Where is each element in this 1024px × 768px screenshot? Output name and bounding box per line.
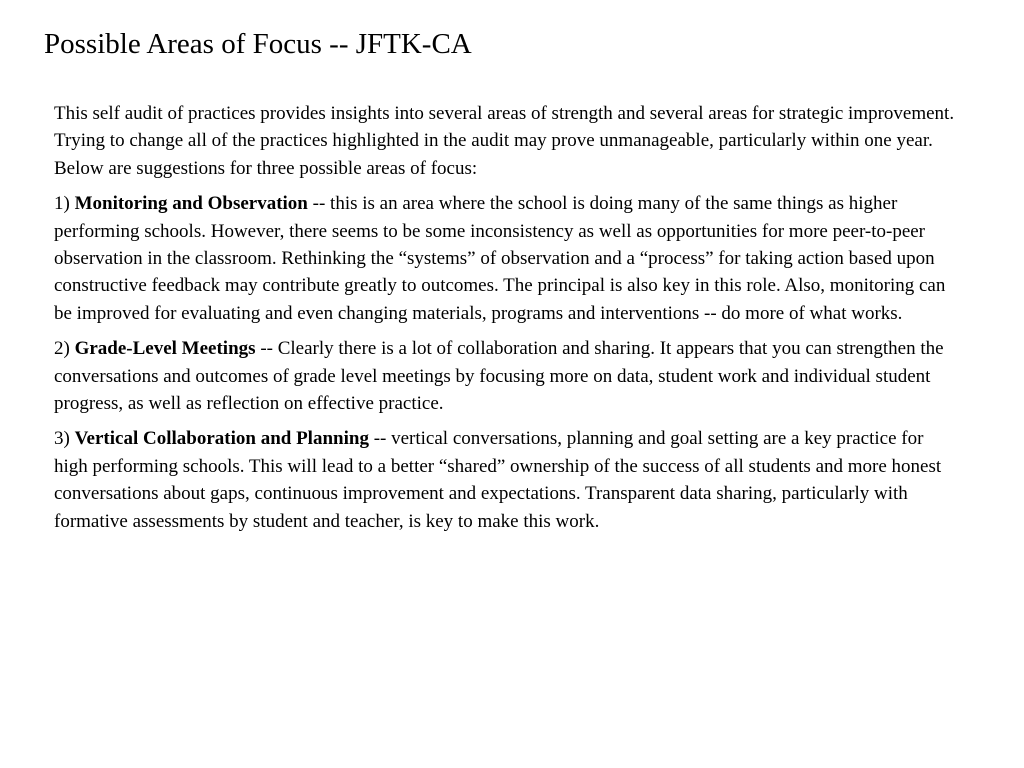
focus-item-text: -- Clearly there is a lot of collaboration and sharing. It appears that you can strengthen the conversations and outcomes of grade level meetings by focusing more on data, student work and individual student progress, as well as reflection on effective practice.: [54, 338, 944, 415]
focus-item-number: 2): [54, 338, 75, 360]
focus-item-grade-level: [54, 335, 960, 417]
focus-item-text: -- vertical conversations, planning and goal setting are a key practice for high performing schools. This will lead to a better “shared” ownership of the success of all students and more honest conversations about gaps, continuous improvement and expectations. Transparent data sharing, particularly with formative assessments by student and teacher, is key to make this work.: [54, 428, 942, 532]
slide-body: [54, 100, 960, 543]
focus-item-monitoring: [54, 190, 960, 327]
focus-item-heading: Grade-Level Meetings: [74, 338, 256, 360]
focus-item-vertical: [54, 425, 960, 535]
focus-item-heading: Monitoring and Observation: [74, 193, 308, 215]
focus-item-text: -- this is an area where the school is doing many of the same things as higher performing schools. However, there seems to be some inconsistency as well as opportunities for more peer-to-peer observation in the classroom. Rethinking the “systems” of observation and a “process” for taking action based upon constructive feedback may contribute greatly to outcomes. The principal is also key in this role. Also, monitoring can be improved for evaluating and even changing materials, programs and interventions -- do more of what works.: [54, 193, 946, 324]
slide-title: Possible Areas of Focus -- JFTK-CA: [44, 28, 472, 60]
intro-paragraph: This self audit of practices provides insights into several areas of strength and several areas for strategic improvement. Trying to change all of the practices highlighted in the audit may prove unmanageable, particularly within one year. Below are suggestions for three possible areas of focus:: [54, 103, 955, 179]
focus-item-number: 3): [54, 428, 75, 450]
focus-item-heading: Vertical Collaboration and Planning: [74, 428, 369, 450]
focus-item-number: 1): [54, 193, 75, 215]
